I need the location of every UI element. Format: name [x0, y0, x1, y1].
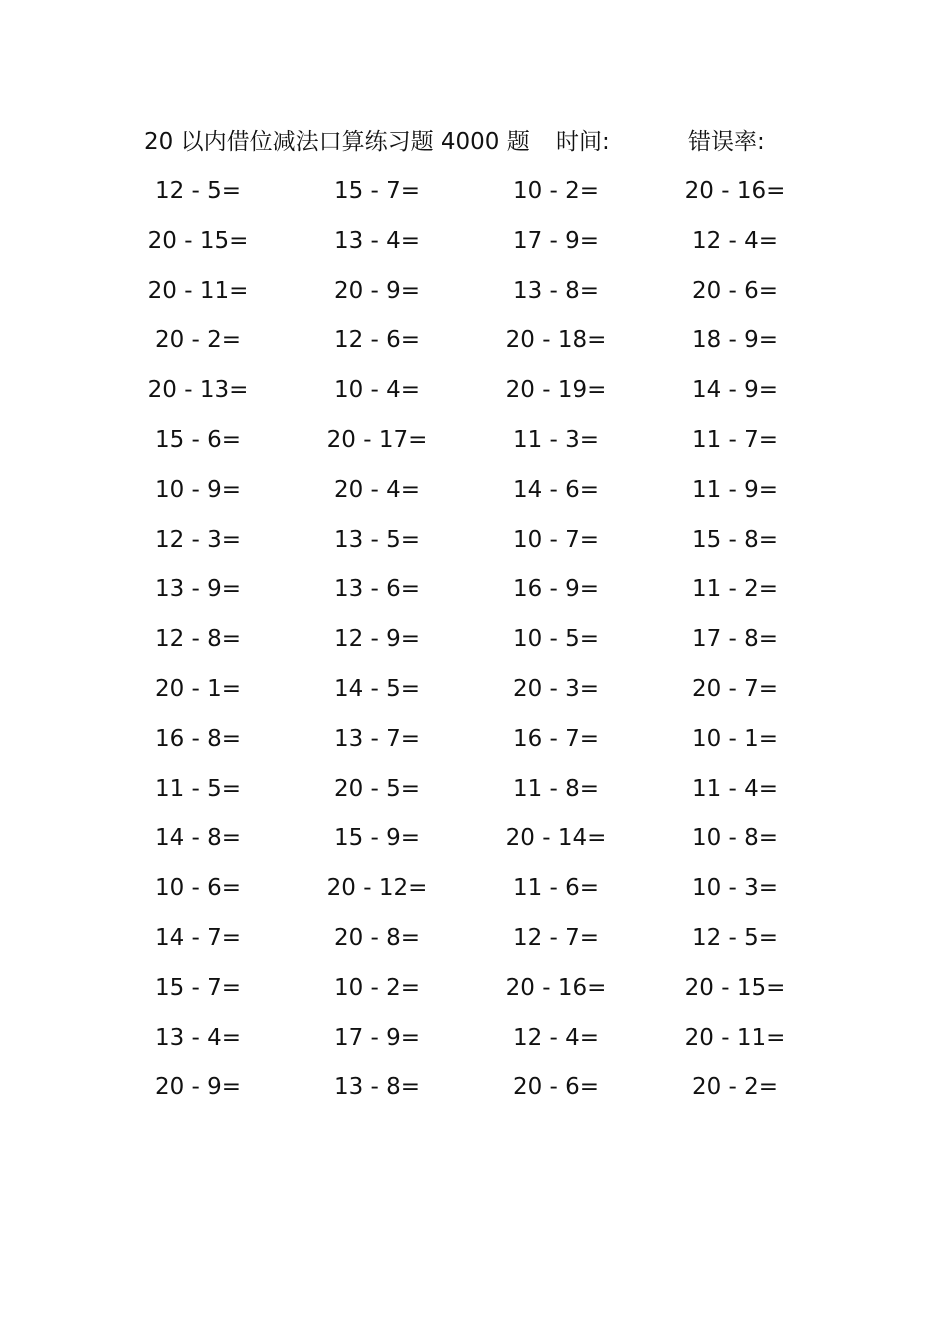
problem-item: 12 - 6= — [333, 327, 421, 354]
problem-item: 12 - 4= — [691, 227, 779, 254]
problem-item: 20 - 9= — [154, 1074, 242, 1101]
problem-item: 10 - 2= — [512, 178, 600, 204]
problem-item: 15 - 7= — [333, 178, 421, 204]
problem-item: 13 - 8= — [333, 1074, 421, 1101]
problem-item: 15 - 9= — [333, 825, 421, 852]
problem-item: 20 - 17= — [326, 427, 428, 453]
problem-item: 13 - 6= — [333, 576, 421, 603]
problem-item: 20 - 12= — [326, 875, 428, 902]
problem-item: 11 - 9= — [691, 476, 779, 503]
problem-item: 10 - 2= — [333, 974, 421, 1001]
problem-item: 14 - 5= — [333, 676, 421, 702]
problem-item: 13 - 4= — [154, 1024, 242, 1051]
problem-item: 12 - 8= — [154, 626, 242, 653]
problem-item: 20 - 4= — [333, 476, 421, 503]
problem-item: 12 - 4= — [512, 1024, 600, 1051]
problem-item: 20 - 2= — [154, 327, 242, 354]
problem-item: 17 - 8= — [691, 626, 779, 653]
problem-item: 20 - 18= — [505, 327, 607, 354]
problem-item: 14 - 8= — [154, 825, 242, 852]
problem-item: 11 - 3= — [512, 427, 600, 453]
problem-item: 20 - 15= — [684, 974, 786, 1001]
problem-item: 11 - 7= — [691, 427, 779, 453]
problem-item: 10 - 7= — [512, 526, 600, 553]
problem-item: 20 - 3= — [512, 676, 600, 702]
problem-item: 20 - 13= — [147, 377, 249, 404]
problem-item: 15 - 8= — [691, 526, 779, 553]
problem-item: 11 - 8= — [512, 775, 600, 802]
problem-item: 16 - 9= — [512, 576, 600, 603]
problem-item: 12 - 9= — [333, 626, 421, 653]
problem-item: 20 - 11= — [147, 277, 249, 304]
problem-item: 20 - 1= — [154, 676, 242, 702]
time-label: 时间: — [556, 129, 610, 155]
problem-item: 12 - 5= — [691, 925, 779, 951]
problem-item: 10 - 4= — [333, 377, 421, 404]
problem-item: 13 - 8= — [512, 277, 600, 304]
problem-item: 12 - 5= — [154, 178, 242, 204]
problem-item: 10 - 3= — [691, 875, 779, 902]
problem-item: 13 - 4= — [333, 227, 421, 254]
problem-item: 17 - 9= — [512, 227, 600, 254]
problem-item: 20 - 5= — [333, 775, 421, 802]
problem-item: 20 - 15= — [147, 227, 249, 254]
problem-item: 14 - 9= — [691, 377, 779, 404]
problem-item: 10 - 8= — [691, 825, 779, 852]
problem-item: 20 - 7= — [691, 676, 779, 702]
problem-item: 20 - 9= — [333, 277, 421, 304]
problem-item: 20 - 16= — [505, 974, 607, 1001]
problem-item: 20 - 8= — [333, 925, 421, 951]
problem-item: 17 - 9= — [333, 1024, 421, 1051]
problem-item: 20 - 6= — [512, 1074, 600, 1101]
problem-item: 14 - 7= — [154, 925, 242, 951]
problem-item: 12 - 3= — [154, 526, 242, 553]
problem-item: 15 - 6= — [154, 427, 242, 453]
problem-item: 20 - 14= — [505, 825, 607, 852]
problem-item: 20 - 19= — [505, 377, 607, 404]
problem-item: 10 - 5= — [512, 626, 600, 653]
problem-item: 11 - 2= — [691, 576, 779, 603]
problem-item: 20 - 11= — [684, 1024, 786, 1051]
problem-item: 10 - 9= — [154, 476, 242, 503]
problem-item: 11 - 4= — [691, 775, 779, 802]
problem-item: 11 - 6= — [512, 875, 600, 902]
problem-item: 16 - 7= — [512, 725, 600, 752]
problem-item: 13 - 7= — [333, 725, 421, 752]
problem-item: 18 - 9= — [691, 327, 779, 354]
problem-item: 13 - 9= — [154, 576, 242, 603]
problem-item: 12 - 7= — [512, 925, 600, 951]
problem-item: 16 - 8= — [154, 725, 242, 752]
problem-item: 15 - 7= — [154, 974, 242, 1001]
error-rate-label: 错误率: — [688, 129, 765, 155]
problem-item: 20 - 6= — [691, 277, 779, 304]
problem-item: 13 - 5= — [333, 526, 421, 553]
problem-item: 10 - 6= — [154, 875, 242, 902]
problem-item: 20 - 16= — [684, 178, 786, 204]
problem-item: 14 - 6= — [512, 476, 600, 503]
problem-item: 11 - 5= — [154, 775, 242, 802]
worksheet-title: 20 以内借位减法口算练习题 4000 题 — [144, 129, 530, 155]
problem-item: 10 - 1= — [691, 725, 779, 752]
problem-item: 20 - 2= — [691, 1074, 779, 1101]
